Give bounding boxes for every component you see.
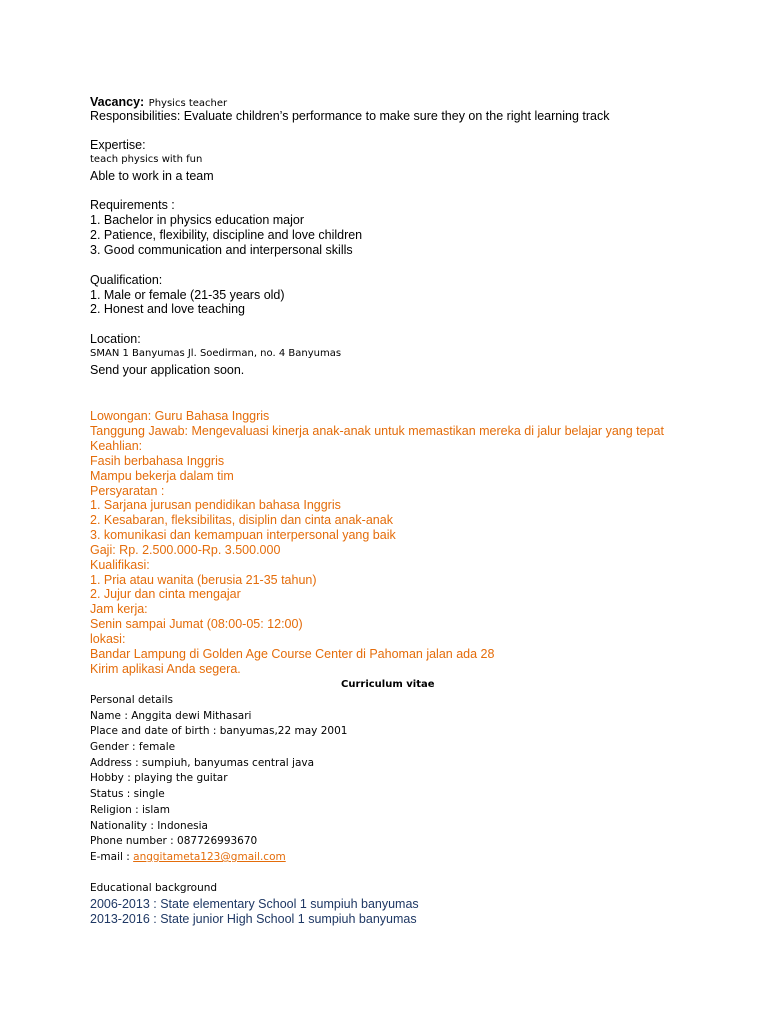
lowongan-line: Lowongan: Guru Bahasa Inggris: [90, 409, 270, 423]
qualification-heading: Qualification:: [90, 273, 163, 287]
requirement-item: 1. Bachelor in physics education major: [90, 213, 305, 227]
lowongan-line: Bandar Lampung di Golden Age Course Center di Pahoman jalan ada 28: [90, 647, 495, 661]
expertise-item: Able to work in a team: [90, 169, 214, 183]
personal-detail: Hobby : playing the guitar: [90, 772, 228, 784]
vacancy-label: Vacancy:: [90, 95, 145, 109]
lowongan-line: Gaji: Rp. 2.500.000-Rp. 3.500.000: [90, 543, 281, 557]
lowongan-line: Fasih berbahasa Inggris: [90, 454, 225, 468]
qualification-item: 1. Male or female (21-35 years old): [90, 288, 285, 302]
lowongan-line: Mampu bekerja dalam tim: [90, 469, 234, 483]
personal-heading: Personal details: [90, 694, 173, 706]
lowongan-line: 2. Kesabaran, fleksibilitas, disiplin dan cinta anak-anak: [90, 513, 393, 527]
lowongan-line: Kirim aplikasi Anda segera.: [90, 662, 241, 676]
lowongan-line: 3. komunikasi dan kemampuan interpersonal yang baik: [90, 528, 396, 542]
education-heading: Educational background: [90, 882, 218, 894]
lowongan-line: lokasi:: [90, 632, 126, 646]
responsibilities: Responsibilities: Evaluate children’s performance to make sure they on the right learning track: [90, 109, 610, 123]
lowongan-line: 2. Jujur dan cinta mengajar: [90, 587, 241, 601]
email-line: [90, 852, 286, 863]
requirement-item: 2. Patience, flexibility, discipline and love children: [90, 228, 363, 242]
personal-detail: Religion : islam: [90, 804, 170, 816]
location-heading: Location:: [90, 332, 141, 346]
education-item: 2013-2016 : State junior High School 1 sumpiuh banyumas: [90, 912, 417, 926]
qualification-item: 2. Honest and love teaching: [90, 302, 245, 316]
personal-detail: Phone number : 087726993670: [90, 835, 258, 847]
vacancy-line: [90, 94, 227, 110]
personal-detail: Status : single: [90, 788, 165, 800]
lowongan-line: Persyaratan :: [90, 484, 165, 498]
requirement-item: 3. Good communication and interpersonal skills: [90, 243, 353, 257]
personal-detail: Name : Anggita dewi Mithasari: [90, 710, 252, 722]
location-value: SMAN 1 Banyumas Jl. Soedirman, no. 4 Banyumas: [90, 348, 342, 359]
lowongan-line: Senin sampai Jumat (08:00-05: 12:00): [90, 617, 303, 631]
lowongan-line: 1. Pria atau wanita (berusia 21-35 tahun): [90, 573, 317, 587]
lowongan-line: Tanggung Jawab: Mengevaluasi kinerja anak-anak untuk memastikan mereka di jalur belajar yang tepat: [90, 424, 664, 438]
education-item: 2006-2013 : State elementary School 1 sumpiuh banyumas: [90, 897, 419, 911]
email-label: E-mail :: [90, 851, 134, 863]
expertise-item: teach physics with fun: [90, 154, 203, 165]
requirements-heading: Requirements :: [90, 198, 175, 212]
lowongan-line: 1. Sarjana jurusan pendidikan bahasa Inggris: [90, 498, 341, 512]
personal-detail: Place and date of birth : banyumas,22 may 2001: [90, 725, 348, 737]
personal-detail: Gender : female: [90, 741, 176, 753]
email-link[interactable]: anggitameta123@gmail.com: [133, 851, 286, 863]
cv-title: Curriculum vitae: [341, 679, 435, 690]
lowongan-line: Keahlian:: [90, 439, 143, 453]
closing-line: Send your application soon.: [90, 363, 245, 377]
lowongan-line: Kualifikasi:: [90, 558, 150, 572]
expertise-heading: Expertise:: [90, 138, 146, 152]
personal-detail: Address : sumpiuh, banyumas central java: [90, 757, 315, 769]
lowongan-line: Jam kerja:: [90, 602, 148, 616]
personal-detail: Nationality : Indonesia: [90, 820, 208, 832]
vacancy-value: Physics teacher: [148, 98, 228, 109]
